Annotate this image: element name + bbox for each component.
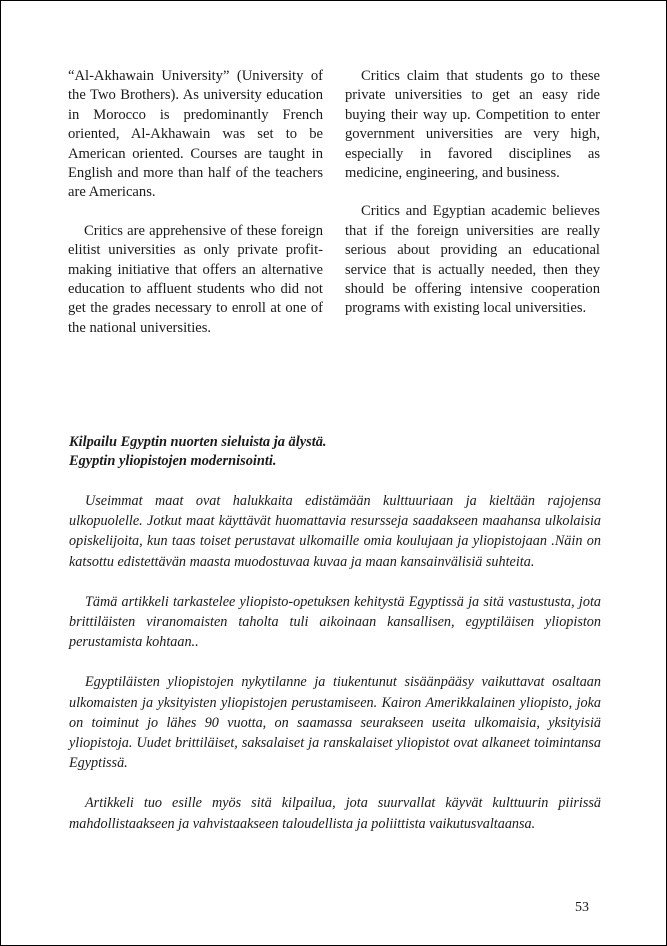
finnish-paragraph-1: Useimmat maat ovat halukkaita edistämään kulttuuriaan ja kieltään rajojensa ulkopuolelle. Jotkut maat käyttävät huomattavia resursseja saadakseen maahansa ulkolaisia opiskelijoita, kun taas toiset perustavat ulkomaille omia koulujaan ja yliopistojaan .Näin on katsottu edistettävän maasta muodostuvaa kuvaa ja maan kansainvälisiä suhteita.: [69, 493, 601, 570]
right-column: [345, 67, 600, 357]
right-paragraph-2: Critics and Egyptian academic believes that if the foreign universities are really serious about providing an educational service that is actually needed, then they should be offering intensive cooperation programs with existing local universities.: [345, 203, 600, 317]
english-two-column-text: [68, 67, 600, 357]
finnish-abstract: [69, 491, 601, 854]
left-paragraph-2: Critics are apprehensive of these foreign elitist universities as only private profit-making initiative that offers an alternative education to affluent students who did not get the grades necessary to enroll at one of the national universities.: [68, 222, 323, 336]
finnish-heading-line-1: Kilpailu Egyptin nuorten sieluista ja älystä.: [69, 434, 327, 450]
finnish-paragraph-4: Artikkeli tuo esille myös sitä kilpailua, jota suurvallat käyvät kulttuurin piirissä mahdollistaakseen ja vahvistaakseen taloudellista ja poliittista vaikutusvaltaansa.: [69, 795, 601, 832]
finnish-heading-line-2: Egyptin yliopistojen modernisointi.: [69, 453, 277, 469]
page-number: 53: [575, 900, 589, 915]
right-paragraph-1: Critics claim that students go to these private universities to get an easy ride buying their way up. Competition to enter government universities are very high, especially in favored disciplines as medicine, engineering, and business.: [345, 68, 600, 182]
finnish-heading: [69, 433, 609, 471]
finnish-paragraph-2: Tämä artikkeli tarkastelee yliopisto-opetuksen kehitystä Egyptissä ja sitä vastustusta, jota brittiläisten viranomaisten taholta tuli aikoinaan kansallisen, egyptiläisen yliopiston perustamista kohtaan..: [69, 593, 601, 651]
left-column: [68, 67, 323, 357]
left-paragraph-1: “Al-Akhawain University” (University of the Two Brothers). As university education in Morocco is predominantly French oriented, Al-Akhawain was set to be American oriented. Courses are taught in English and more than half of the teachers are Americans.: [68, 68, 323, 201]
finnish-paragraph-3: Egyptiläisten yliopistojen nykytilanne ja tiukentunut sisäänpääsy vaikuttavat osaltaan ulkomaisten ja yksityisten yliopistojen perustamiseen. Kairon Amerikkalainen yliopisto, joka on toiminut jo lähes 90 vuotta, on saamassa seurakseen useita ulkomaisia, yksityisiä yliopistoja. Uudet brittiläiset, saksalaiset ja ranskalaiset yliopistot ovat alkaneet toimintansa Egyptissä.: [69, 674, 601, 772]
